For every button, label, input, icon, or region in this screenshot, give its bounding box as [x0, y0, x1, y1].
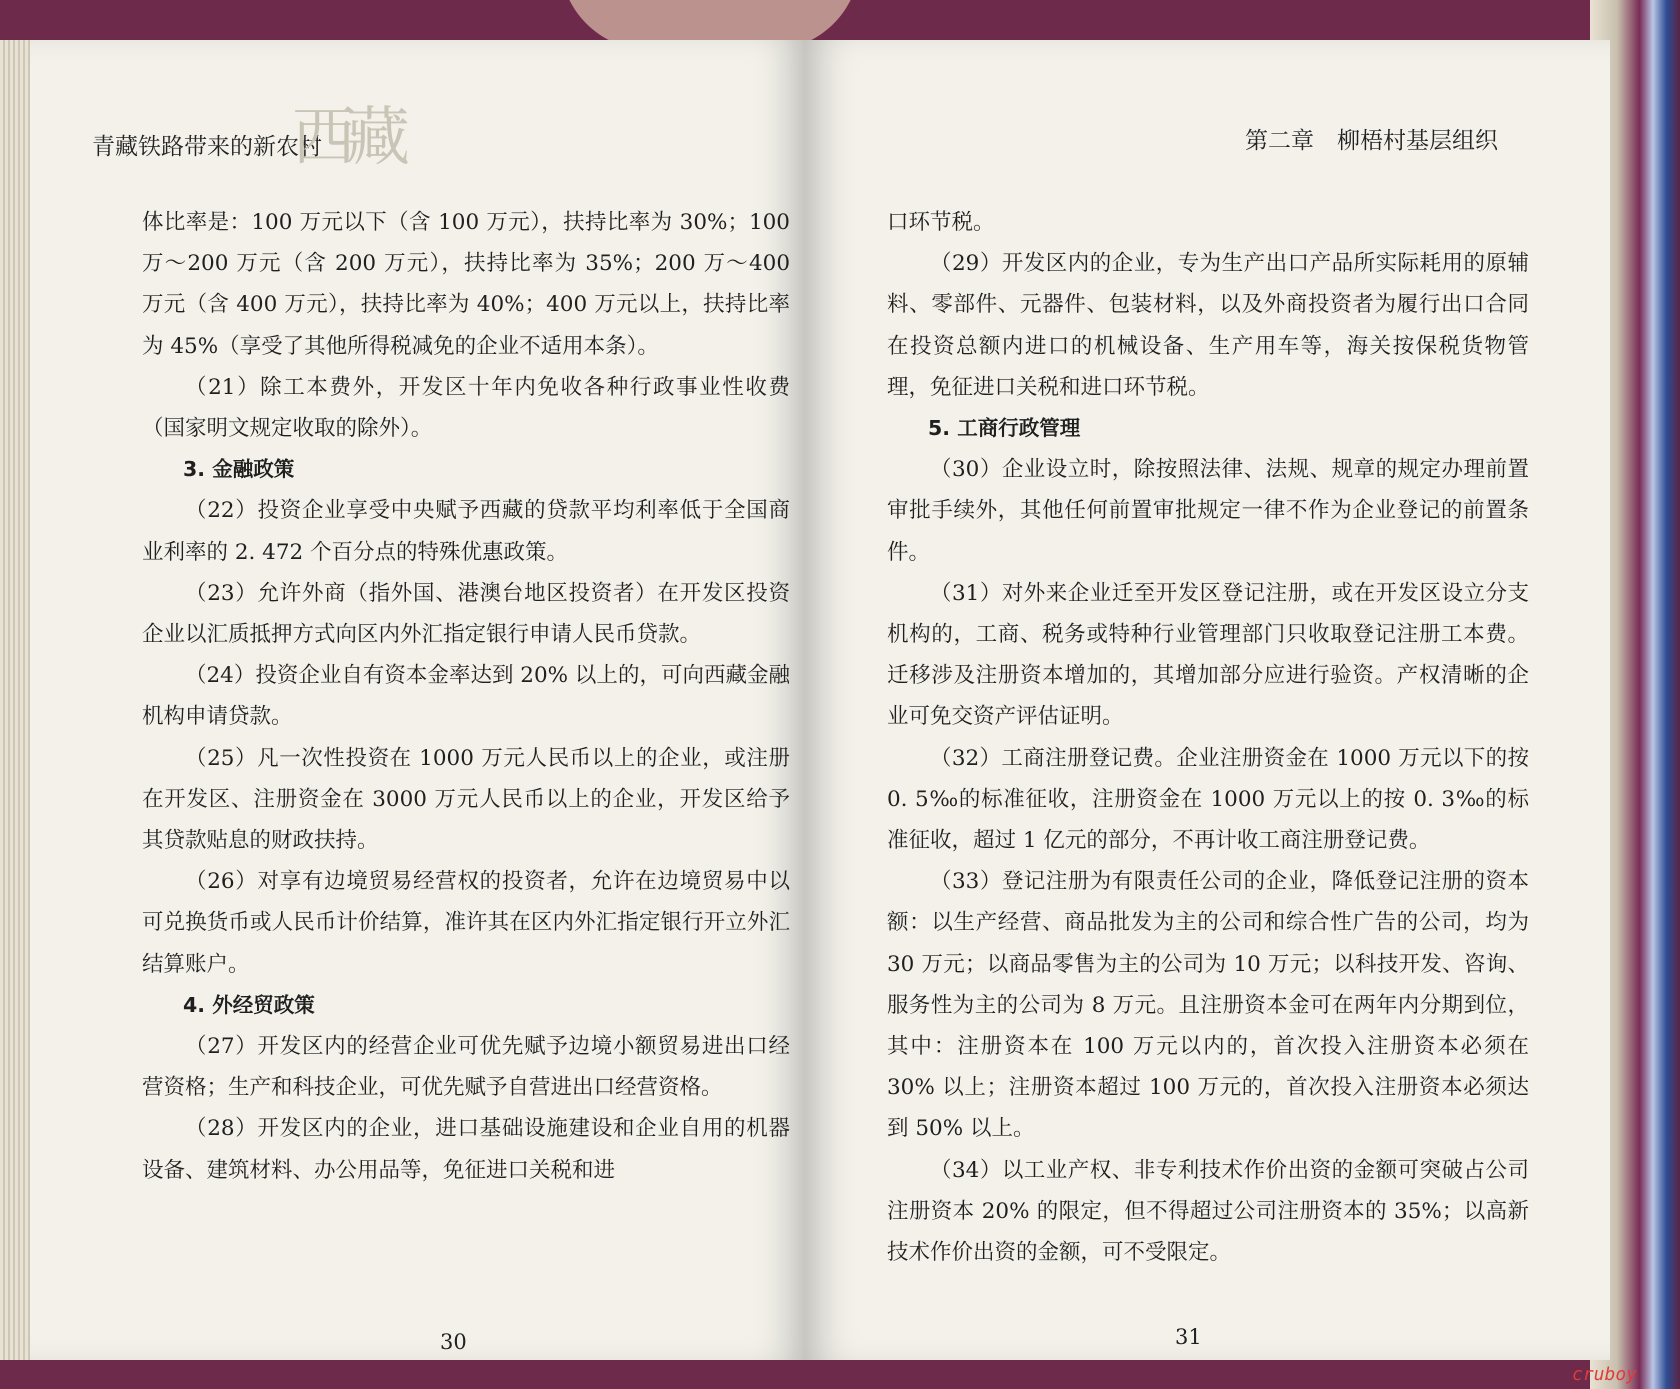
left-body-text — [142, 202, 790, 1191]
running-head-right: 第二章 柳梧村基层组织 — [1245, 128, 1498, 154]
section-heading: 5. 工商行政管理 — [928, 416, 1081, 441]
right-body-text — [887, 202, 1529, 1273]
right-page — [805, 40, 1610, 1360]
paragraph: （34）以工业产权、非专利技术作价出资的金额可突破占公司注册资本 20% 的限定，但不得超过公司注册资本的 35%；以高新技术作价出资的金额，可不受限定。 — [887, 1157, 1529, 1266]
paragraph: （29）开发区内的企业，专为生产出口产品所实际耗用的原辅料、零部件、元器件、包装材料，以及外商投资者为履行出口合同在投资总额内进口的机械设备、生产用车等，海关按保税货物管理，免征进口关税和进口环节税。 — [887, 251, 1529, 400]
section-heading: 3. 金融政策 — [183, 457, 295, 482]
page-number-left: 30 — [440, 1330, 467, 1354]
head-ornament: 西藏 — [292, 101, 400, 175]
left-page — [30, 40, 805, 1360]
paragraph: （33）登记注册为有限责任公司的企业，降低登记注册的资本额：以生产经营、商品批发为主的公司和综合性广告的公司，均为 30 万元；以商品零售为主的公司为 10 万元；以科技开发、咨询、服务性为主的公司为 8 万元。且注册资本金可在两年内分期到位，其中：注册资本在 100 万元以内的，首次投入注册资本必须在 30% 以上；注册资本超过 100 万元的，首次投入注册资本必须达到 50% 以上。 — [887, 869, 1529, 1142]
page-number-right: 31 — [1175, 1325, 1202, 1349]
book-left-edge — [0, 40, 34, 1360]
paragraph: （32）工商注册登记费。企业注册资金在 1000 万元以下的按 0. 5‰的标准征收，注册资金在 1000 万元以上的按 0. 3‰的标准征收，超过 1 亿元的部分，不再计收工商注册登记费。 — [887, 745, 1529, 854]
paragraph: （28）开发区内的企业，进口基础设施建设和企业自用的机器设备、建筑材料、办公用品等，免征进口关税和进 — [142, 1116, 790, 1183]
paragraph: （31）对外来企业迁至开发区登记注册，或在开发区设立分支机构的，工商、税务或特种行业管理部门只收取登记注册工本费。迁移涉及注册资本增加的，其增加部分应进行验资。产权清晰的企业可免交资产评估证明。 — [887, 580, 1529, 730]
paragraph: （30）企业设立时，除按照法律、法规、规章的规定办理前置审批手续外，其他任何前置审批规定一律不作为企业登记的前置条件。 — [887, 457, 1529, 565]
paragraph: （23）允许外商（指外国、港澳台地区投资者）在开发区投资企业以汇质抵押方式向区内外汇指定银行申请人民币贷款。 — [142, 580, 790, 648]
paragraph: （21）除工本费外，开发区十年内免收各种行政事业性收费（国家明文规定收取的除外）。 — [142, 374, 790, 442]
paragraph: （24）投资企业自有资本金率达到 20% 以上的，可向西藏金融机构申请贷款。 — [142, 663, 790, 730]
paragraph: （22）投资企业享受中央赋予西藏的贷款平均利率低于全国商业利率的 2. 472 个百分点的特殊优惠政策。 — [142, 498, 790, 565]
paragraph: （26）对享有边境贸易经营权的投资者，允许在边境贸易中以可兑换货币或人民币计价结算，准许其在区内外汇指定银行开立外汇结算账户。 — [142, 869, 790, 977]
watermark: cruboy — [1572, 1364, 1638, 1385]
paragraph: （25）凡一次性投资在 1000 万元人民币以上的企业，或注册在开发区、注册资金在 3000 万元人民币以上的企业，开发区给予其贷款贴息的财政扶持。 — [142, 745, 790, 854]
running-head-left: 青藏铁路带来的新农村 — [92, 134, 322, 160]
paragraph: （27）开发区内的经营企业可优先赋予边境小额贸易进出口经营资格；生产和科技企业，可优先赋予自营进出口经营资格。 — [142, 1034, 790, 1101]
section-heading: 4. 外经贸政策 — [183, 992, 315, 1017]
paragraph: 体比率是：100 万元以下（含 100 万元），扶持比率为 30%；100 万～200 万元（含 200 万元），扶持比率为 35%；200 万～400 万元（含 400 万元），扶持比率为 40%；400 万元以上，扶持比率为 45%（享受了其他所得税减免的企业不适用本条）。 — [142, 210, 790, 359]
paragraph: 口环节税。 — [887, 210, 995, 235]
